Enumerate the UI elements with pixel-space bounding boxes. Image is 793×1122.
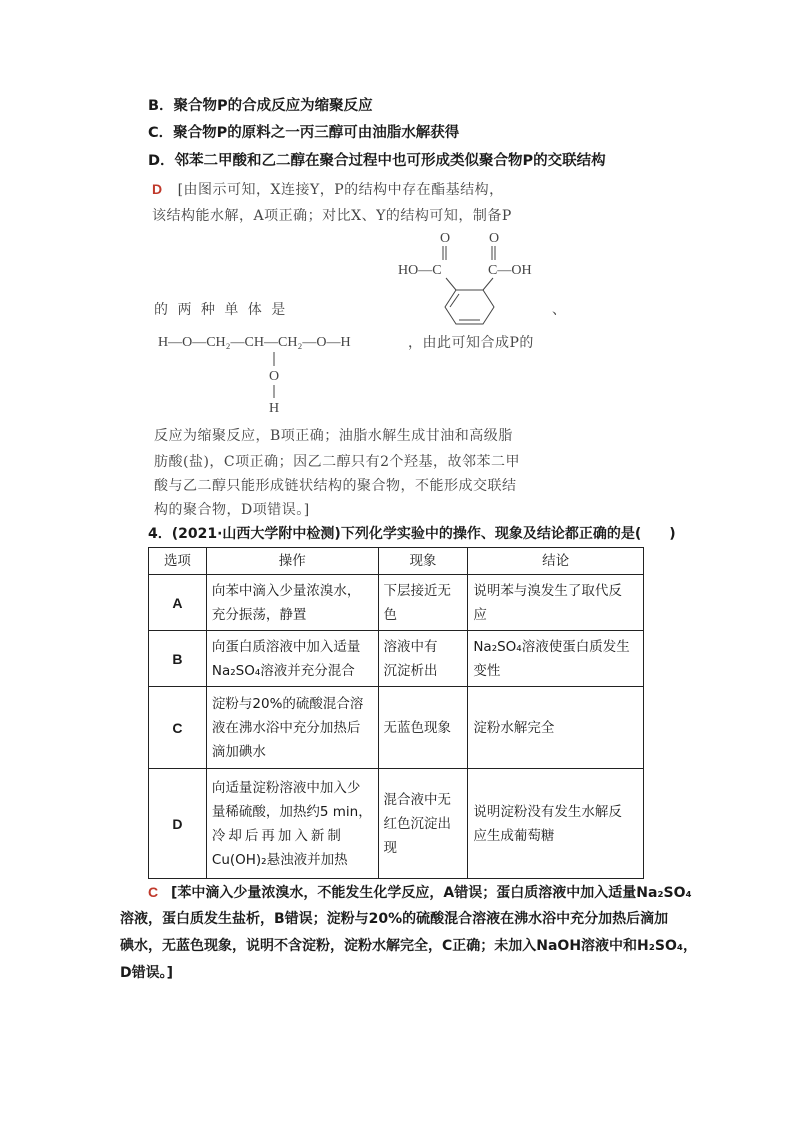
row-option: C bbox=[149, 687, 207, 769]
header-conclusion: 结论 bbox=[468, 548, 644, 575]
answer2-line1: C [苯中滴入少量浓溴水，不能发生化学反应，A错误；蛋白质溶液中加入适量Na₂SO₄ bbox=[148, 884, 692, 901]
option-b: B．聚合物P的合成反应为缩聚反应 bbox=[148, 98, 373, 114]
row-conclusion: Na₂SO₄溶液使蛋白质发生 变性 bbox=[468, 631, 644, 687]
row-conclusion: 说明苯与溴发生了取代反 应 bbox=[468, 575, 644, 631]
glycerol-chain: H—O—CH₂—CH—CH₂—O—H bbox=[158, 335, 351, 350]
row-operation: 向适量淀粉溶液中加入少 量稀硫酸，加热约5 min， 冷却后再加入新制 Cu(OH)₂悬浊液并加热 bbox=[206, 769, 378, 879]
experiment-table bbox=[148, 547, 644, 879]
row-phenomenon: 混合液中无 红色沉淀出 现 bbox=[378, 769, 468, 879]
row-option: D bbox=[149, 769, 207, 879]
glycerol-structure bbox=[158, 328, 418, 418]
row-conclusion: 说明淀粉没有发生水解反 应生成葡萄糖 bbox=[468, 769, 644, 879]
option-d: D．邻苯二甲酸和乙二醇在聚合过程中也可形成类似聚合物P的交联结构 bbox=[148, 153, 606, 169]
header-phenomenon: 现象 bbox=[378, 548, 468, 575]
answer1-line3a: 的 两 种 单 体 是 bbox=[154, 302, 286, 318]
table-row bbox=[149, 575, 644, 631]
glycerol-h: H bbox=[269, 401, 280, 416]
row-phenomenon: 无蓝色现象 bbox=[378, 687, 468, 769]
answer1-line5: 反应为缩聚反应，B项正确；油脂水解生成甘油和高级脂 bbox=[154, 428, 513, 444]
row-option: A bbox=[149, 575, 207, 631]
row-conclusion: 淀粉水解完全 bbox=[468, 687, 644, 769]
answer1-line1: D [由图示可知，X连接Y，P的结构中存在酯基结构， bbox=[152, 181, 504, 198]
answer1-line3b: 、 bbox=[552, 302, 567, 318]
answer2-line2: 溶液，蛋白质发生盐析，B错误；淀粉与20%的硫酸混合溶液在沸水浴中充分加热后滴加 bbox=[120, 911, 669, 927]
answer1-line8: 构的聚合物，D项错误。] bbox=[154, 502, 310, 518]
table-header-row bbox=[149, 548, 644, 575]
answer1-line6: 肪酸(盐)，C项正确；因乙二醇只有2个羟基，故邻苯二甲 bbox=[154, 454, 521, 470]
answer1-line4: ，由此可知合成P的 bbox=[408, 335, 534, 351]
option-c: C．聚合物P的原料之一丙三醇可由油脂水解获得 bbox=[148, 125, 460, 141]
phthalic-left: HO—C bbox=[398, 263, 442, 278]
header-operation: 操作 bbox=[206, 548, 378, 575]
table-row bbox=[149, 769, 644, 879]
answer1-letter: D bbox=[152, 181, 163, 197]
answer2-line3: 碘水，无蓝色现象，说明不含淀粉，淀粉水解完全，C正确；未加入NaOH溶液中和H₂SO₄， bbox=[120, 938, 698, 954]
row-operation: 向蛋白质溶液中加入适量 Na₂SO₄溶液并充分混合 bbox=[206, 631, 378, 687]
answer1-line2: 该结构能水解，A项正确；对比X、Y的结构可知，制备P bbox=[152, 208, 512, 224]
phthalic-right: C—OH bbox=[488, 263, 532, 278]
phthalic-acid-structure bbox=[390, 228, 550, 328]
header-option: 选项 bbox=[149, 548, 207, 575]
question-4: 4．(2021·山西大学附中检测)下列化学实验中的操作、现象及结论都正确的是( ) bbox=[148, 526, 676, 542]
answer2-letter: C bbox=[148, 884, 159, 900]
table-row bbox=[149, 631, 644, 687]
answer1-line7: 酸与乙二醇只能形成链状结构的聚合物，不能形成交联结 bbox=[154, 478, 517, 494]
phthalic-o1: O bbox=[440, 231, 451, 246]
row-phenomenon: 下层接近无 色 bbox=[378, 575, 468, 631]
table-row bbox=[149, 687, 644, 769]
row-option: B bbox=[149, 631, 207, 687]
glycerol-o: O bbox=[269, 369, 280, 384]
row-operation: 向苯中滴入少量浓溴水， 充分振荡，静置 bbox=[206, 575, 378, 631]
answer2-line4: D错误。] bbox=[120, 965, 174, 981]
row-operation: 淀粉与20%的硫酸混合溶 液在沸水浴中充分加热后 滴加碘水 bbox=[206, 687, 378, 769]
phthalic-o2: O bbox=[489, 231, 500, 246]
row-phenomenon: 溶液中有 沉淀析出 bbox=[378, 631, 468, 687]
